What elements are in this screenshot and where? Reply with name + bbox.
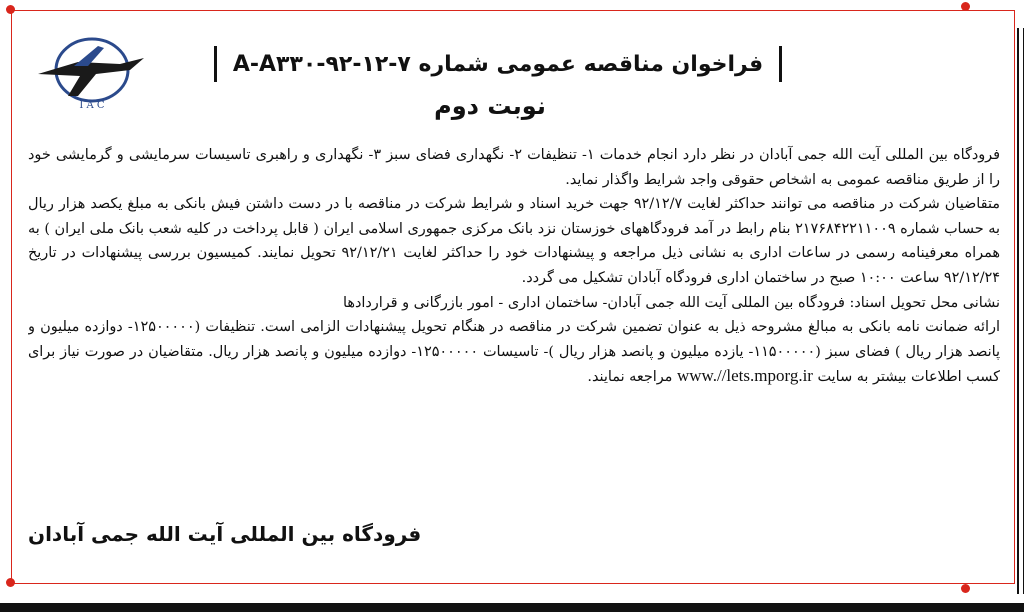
closing-text: مراجعه نمایند. xyxy=(587,369,673,386)
notice-body xyxy=(28,143,1000,495)
footer-signature: فرودگاه بین المللی آیت الله جمی آبادان xyxy=(28,522,422,546)
guarantee-text: ارائه ضمانت نامه بانکی به مبالغ مشروحه ذیل به عنوان تضمین شرکت در مناقصه در هنگام تحویل پیشنهادات الزامی است. تنظیفات (۱۲۵۰۰۰۰۰- دوازده میلیون و پانصد هزار ریال ) فضای سبز (۱۱۵۰۰۰۰۰- یازده میلیون و پانصد هزار ریال )- تاسیسات ۱۲۵۰۰۰۰۰- دوازده میلیون و پانصد هزار ریال. متقاضیان در صورت نیاز برای کسب اطلاعات بیشتر به سایت xyxy=(28,319,1000,386)
logo-text: I A C xyxy=(79,100,105,111)
paragraph-purchase-terms: متقاضیان شرکت در مناقصه می توانند حداکثر لغایت ۹۲/۱۲/۷ جهت خرید اسناد و شرایط شرکت در مناقصه با در دست داشتن فیش بانکی به مبلغ یکصد هزار ریال به حساب شماره ۲۱۷۶۸۴۲۲۱۱۰۰۹ بنام رابط در آمد فرودگاههای خوزستان نزد بانک مرکزی جمهوری اسلامی ایران ( قابل پرداخت در کلیه شعب بانک ملی ایران ) به همراه معرفینامه رسمی در ساعات اداری به نشانی ذیل مراجعه و پیشنهادات خود را حداکثر لغایت ۹۲/۱۲/۲۱ تحویل نمایند. کمیسیون بررسی پیشنهادات در تاریخ ۹۲/۱۲/۲۴ ساعت ۱۰:۰۰ صبح در ساختمان اداری فرودگاه آبادان تشکیل می گردد. xyxy=(28,196,1000,286)
paragraph-services: فرودگاه بین المللی آیت الله جمی آبادان در نظر دارد انجام خدمات ۱- تنظیفات ۲- نگهداری فضای سبز ۳- نگهداری و راهبری تاسیسات سرمایشی و گرمایشی خود را از طریق مناقصه عمومی به اشخاص حقوقی واجد شرایط واگذار نماید. xyxy=(28,147,1000,188)
website-link[interactable]: www.//lets.mporg.ir xyxy=(676,366,813,386)
corner-dot-top-right xyxy=(961,2,970,11)
notice-subtitle: نوبت دوم xyxy=(434,92,546,120)
right-border-rule xyxy=(1017,28,1024,594)
iac-logo xyxy=(34,36,148,112)
notice-title: فراخوان مناقصه عمومی شماره A-A۳۳۰-۹۲-۱۲-۷ xyxy=(214,46,782,82)
corner-dot-bottom-right xyxy=(961,584,970,593)
corner-dot-top-left xyxy=(6,5,15,14)
paragraph-guarantee xyxy=(28,315,1000,390)
corner-dot-bottom-left xyxy=(6,578,15,587)
bottom-border-rule xyxy=(0,603,1024,612)
paragraph-delivery-address: نشانی محل تحویل اسناد: فرودگاه بین المللی آیت الله جمی آبادان- ساختمان اداری - امور بازرگانی و قراردادها xyxy=(342,294,1000,311)
